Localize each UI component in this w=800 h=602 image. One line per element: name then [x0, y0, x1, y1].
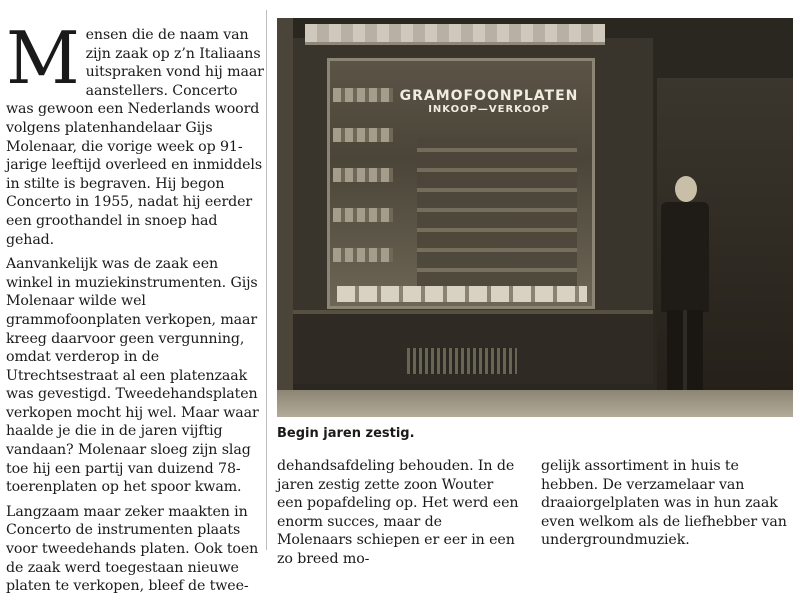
paragraph-text: Aanvankelijk was de zaak een winkel in muziekinstrumenten. Gijs Molenaar wilde wel grammofoonplaten verkopen, maar kreeg daarvoor geen vergunning, omdat verderop in de Utrechtsestraat al een platenzaak was gevestigd. Tweedehandsplaten verkopen mocht hij wel. Maar waar haalde je die in de jaren vijftig vandaan? Molenaar sloeg zijn slag toe hij een partij van duizend 78-toerenplaten op het spoor kwam.	[6, 256, 259, 496]
paragraph-text: ensen die de naam van zijn zaak op z’n Italiaans uitspraken vond hij maar aanstellers. Concerto was gewoon een Nederlands woord volgens platenhandelaar Gijs Molenaar, die vorige week op 91-jarige leeftijd overleed en inmiddels in stilte is begraven. Hij begon Concerto in 1955, nadat hij eerder een groothandel in snoep had gehad.	[6, 27, 264, 248]
photo-awning	[305, 24, 605, 45]
column-divider	[266, 10, 267, 550]
photo-shop-sign	[389, 88, 589, 126]
photo-caption: Begin jaren zestig.	[277, 426, 415, 441]
article-left-column	[6, 16, 264, 602]
photo-record-display	[417, 138, 577, 288]
photo-man-figure	[657, 176, 713, 396]
drop-cap: M	[6, 16, 80, 100]
photo-shelf	[333, 168, 393, 182]
paragraph-2	[6, 255, 264, 497]
photo-record-row	[337, 286, 587, 302]
shop-sign-line2: INKOOP—VERKOOP	[428, 104, 550, 115]
article-right-column	[541, 457, 795, 550]
photo-shelf	[333, 248, 393, 262]
article-middle-column	[277, 457, 521, 569]
paragraph-text: gelijk assortiment in huis te hebben. De verzamelaar van draaiorgelplaten was in hun zaak even welkom als de liefhebber van undergroundmuziek.	[541, 458, 787, 549]
photo-shelf	[333, 128, 393, 142]
photo-shelf	[333, 88, 393, 102]
shop-sign-line1: GRAMOFOONPLATEN	[399, 88, 579, 104]
paragraph-text: Langzaam maar zeker maakten in Concerto de instrumenten plaats voor tweedehands platen. Ook toen de zaak werd toegestaan nieuwe platen te verkopen, bleef de twee-	[6, 503, 259, 595]
paragraph-text: dehandsafdeling behouden. In de jaren zestig zette zoon Wouter een popafdeling op. Het werd een enorm succes, maar de Molenaars schiepen er eer in een zo breed mo-	[277, 458, 519, 567]
man-head	[675, 176, 697, 202]
man-legs	[667, 310, 703, 396]
photo-wall	[277, 18, 293, 390]
paragraph-3	[6, 503, 264, 596]
storefront-photo	[277, 18, 793, 417]
man-body	[661, 202, 709, 312]
photo-vent-grille	[407, 348, 517, 374]
photo-shelf	[333, 208, 393, 222]
photo-sidewalk	[277, 390, 793, 417]
paragraph-1	[6, 16, 264, 249]
